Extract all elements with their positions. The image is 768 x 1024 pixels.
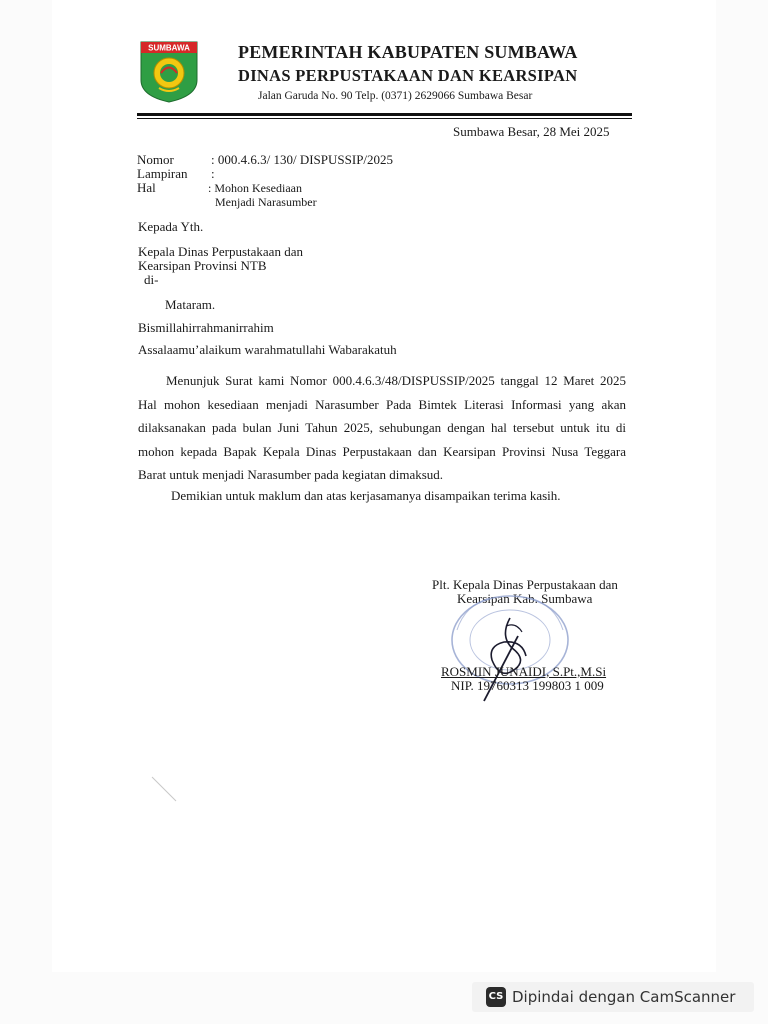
hal-value-line2: Menjadi Narasumber — [215, 195, 317, 209]
letterhead-thick-rule — [137, 113, 632, 116]
recipient-line1: Kepala Dinas Perpustakaan dan — [138, 244, 303, 259]
scan-mark — [150, 775, 180, 805]
recipient-city: Mataram. — [165, 297, 216, 312]
hal-label: Hal — [137, 180, 156, 195]
salam: Assalaamu’alaikum warahmatullahi Wabarakatuh — [138, 342, 397, 357]
camscanner-icon: CS — [486, 987, 506, 1007]
signatory-title-line1: Plt. Kepala Dinas Perpustakaan dan — [432, 577, 618, 592]
sumbawa-crest-logo — [139, 40, 199, 104]
basmalah: Bismillahirrahmanirrahim — [138, 320, 274, 335]
lampiran-value: : — [211, 166, 215, 181]
signatory-nip: NIP. 19760313 199803 1 009 — [451, 678, 604, 693]
svg-text:SUMBAWA: SUMBAWA — [148, 43, 190, 53]
body-paragraph-2: Demikian untuk maklum dan atas kerjasamanya disampaikan terima kasih. — [171, 488, 561, 503]
signatory-title-line2: Kearsipan Kab. Sumbawa — [457, 591, 593, 606]
signatory-name: ROSMIN JUNAIDI, S.Pt.,M.Si — [441, 664, 607, 679]
body-paragraph-1: Menunjuk Surat kami Nomor 000.4.6.3/48/DISPUSSIP/2025 tanggal 12 Maret 2025 Hal mohon kesediaan menjadi Narasumber Pada Bimtek Literasi Informasi yang akan dilaksanakan pada bulan Juni Tahun 2025, sehubungan dengan hal tersebut untuk itu di mohon kepada Bapak Kepala Dinas Perpustakaan dan Kearsipan Provinsi Nusa Teggara Barat untuk menjadi Narasumber pada kegiatan dimaksud. — [138, 373, 626, 482]
camscanner-text: Dipindai dengan CamScanner — [512, 988, 736, 1006]
hal-value-line1: : Mohon Kesediaan — [208, 181, 302, 195]
letterhead-thin-rule — [137, 118, 632, 119]
letterhead-address: Jalan Garuda No. 90 Telp. (0371) 2629066 Sumbawa Besar — [258, 90, 533, 102]
nomor-label: Nomor — [137, 152, 174, 167]
letterhead-title: PEMERINTAH KABUPATEN SUMBAWA — [238, 42, 578, 62]
recipient-line2: Kearsipan Provinsi NTB — [138, 258, 267, 273]
letter-date: Sumbawa Besar, 28 Mei 2025 — [453, 124, 610, 139]
recipient-di: di- — [144, 272, 159, 287]
lampiran-label: Lampiran — [137, 166, 188, 181]
greeting: Kepada Yth. — [138, 219, 204, 234]
letterhead-subtitle: DINAS PERPUSTAKAAN DAN KEARSIPAN — [238, 66, 578, 85]
nomor-value: : 000.4.6.3/ 130/ DISPUSSIP/2025 — [211, 152, 394, 167]
